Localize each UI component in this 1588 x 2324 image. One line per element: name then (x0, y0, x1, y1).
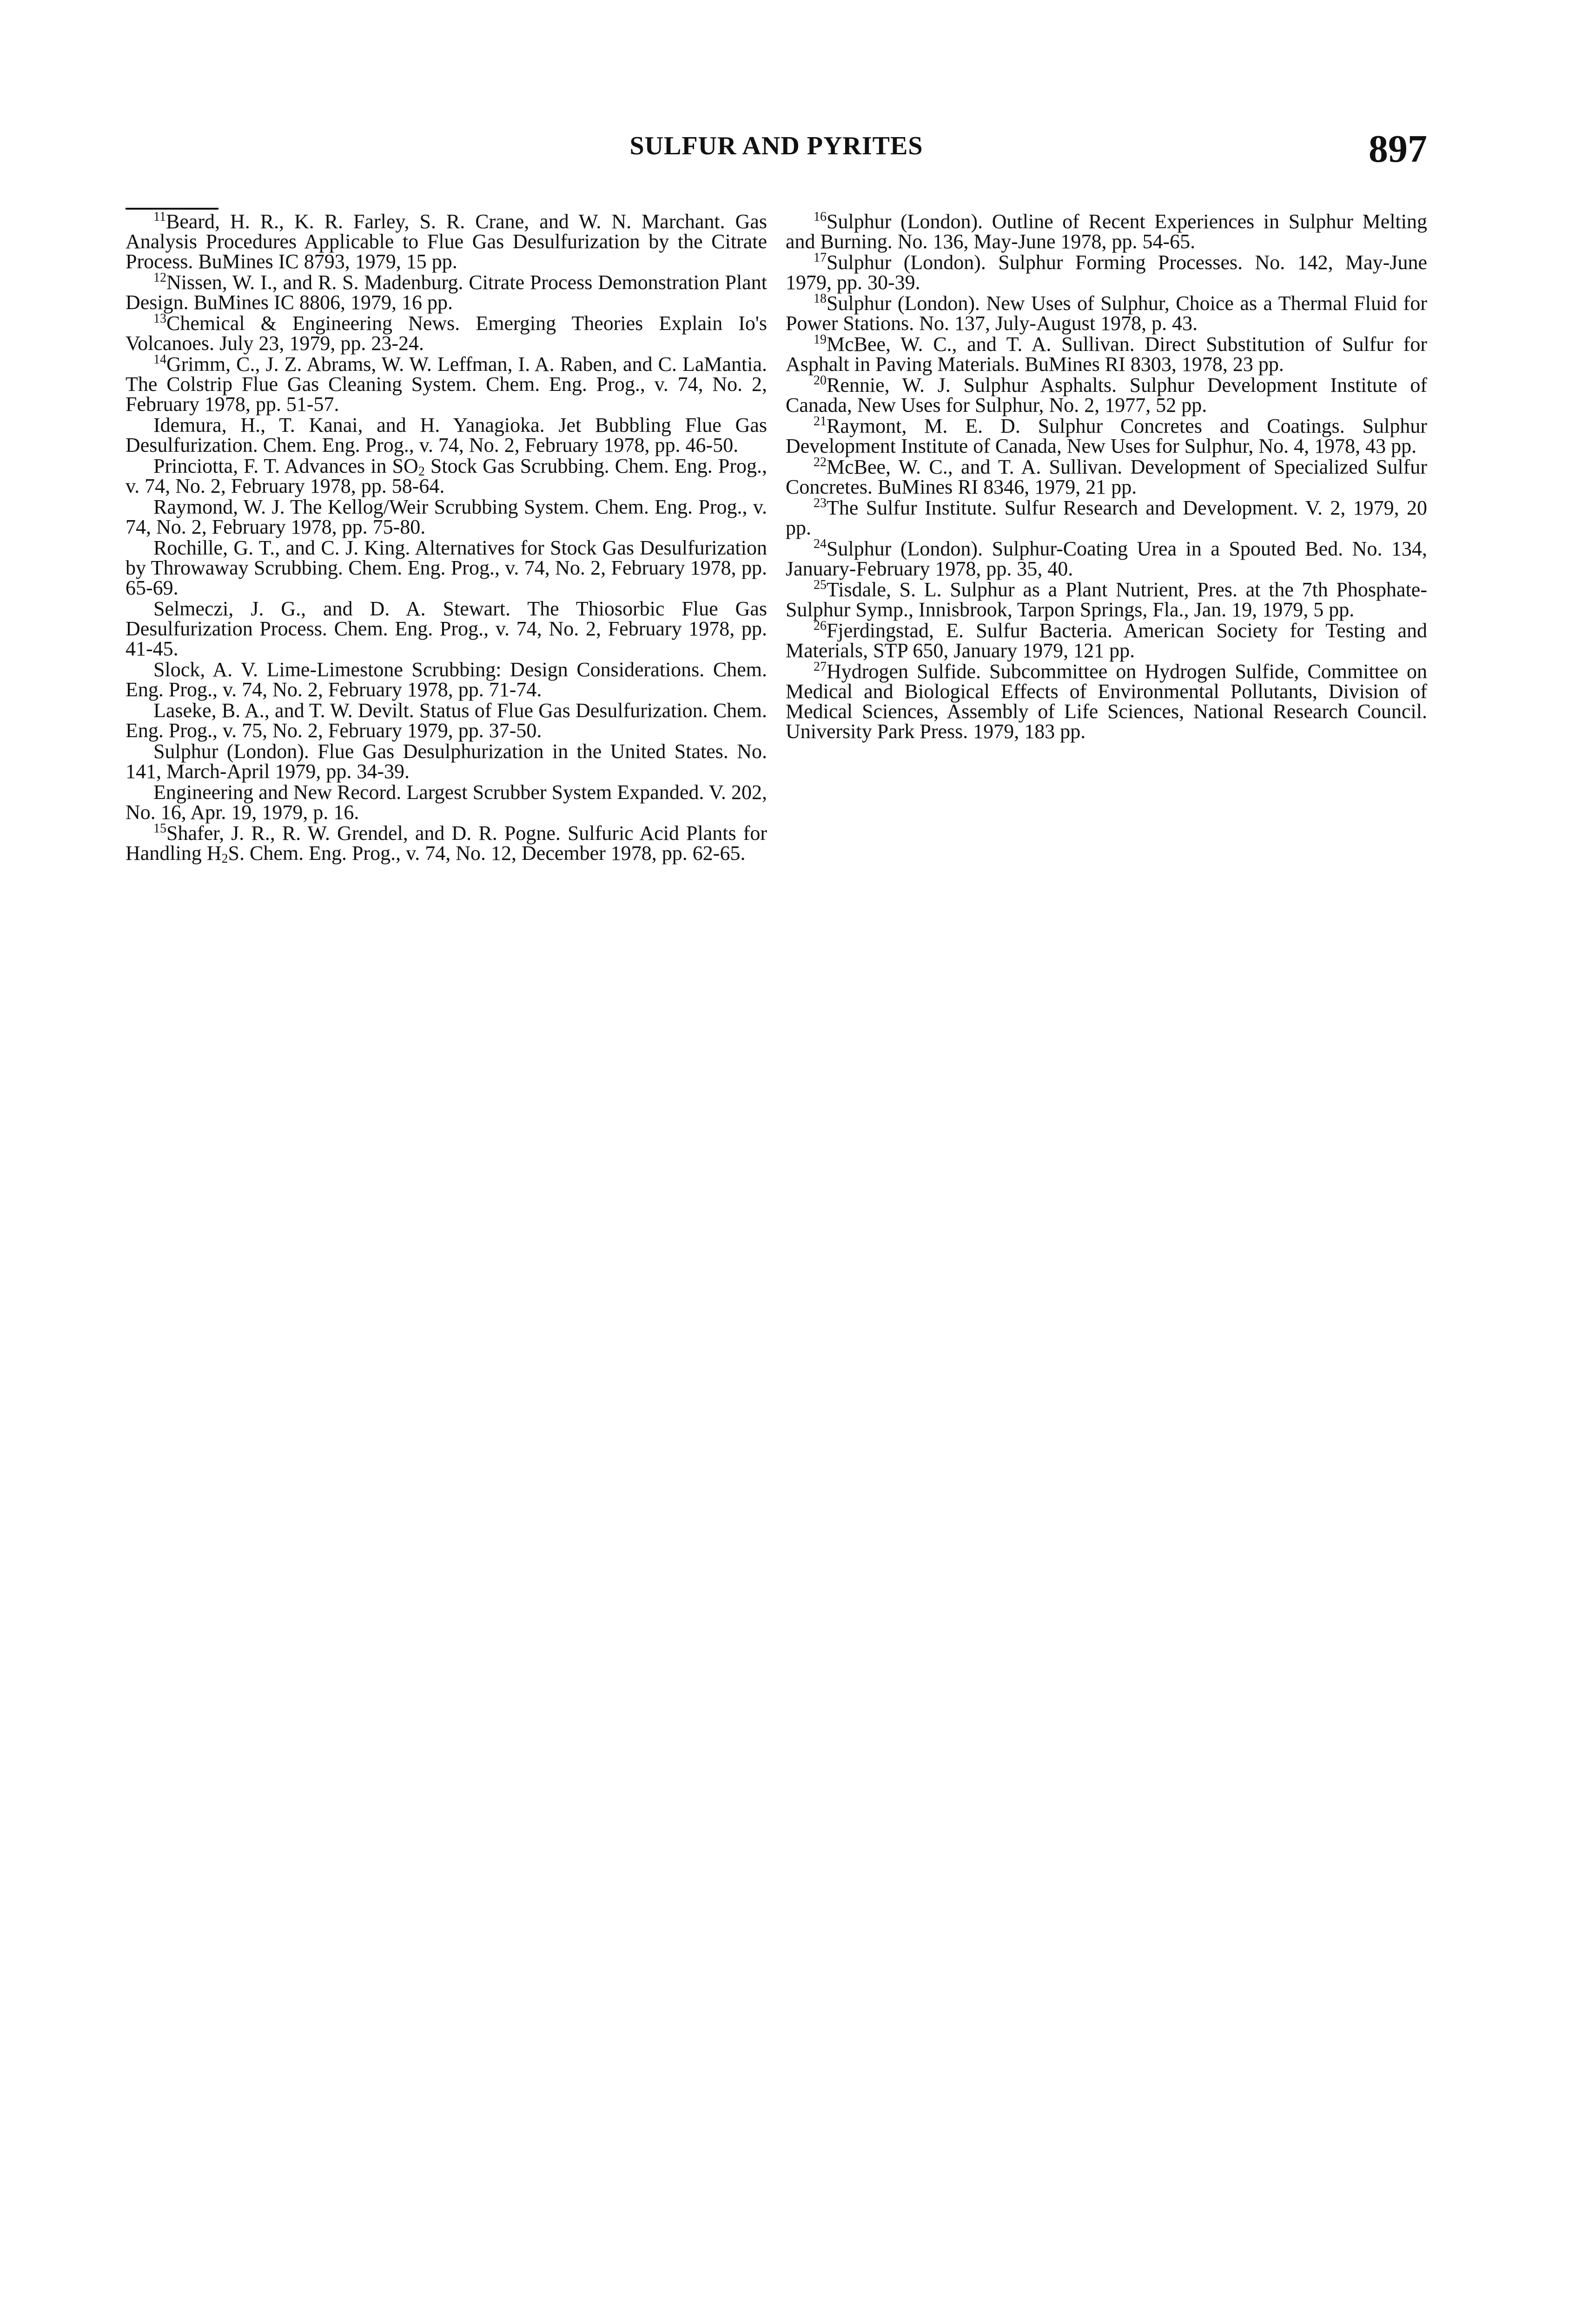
page-number: 897 (1369, 127, 1427, 171)
reference-27: $^{27}$Hydrogen Sulfide. Subcommittee on Hydrogen Sulfide, Committee on Medical and Biological Effects of Environmental Pollutants, Division of Medical Sciences, Assembly of Life Sciences, National Research Council. University Park Press. 1979, 183 pp. (786, 660, 1427, 743)
reference-19: $^{19}$McBee, W. C., and T. A. Sullivan. Direct Substitution of Sulfur for Asphalt in Paving Materials. BuMines RI 8303, 1978, 23 pp. (786, 332, 1427, 376)
reference-21: $^{21}$Raymont, M. E. D. Sulphur Concretes and Coatings. Sulphur Development Institute of Canada, New Uses for Sulphur, No. 4, 1978, 43 pp. (786, 414, 1427, 457)
reference-14-princiotta: Princiotta, F. T. Advances in $SO_2$ Stock Gas Scrubbing. Chem. Eng. Prog., v. 74, No. 2, February 1978, pp. 58-64. (126, 455, 767, 497)
reference-17: $^{17}$Sulphur (London). Sulphur Forming Processes. No. 142, May-June 1979, pp. 30-39. (786, 251, 1427, 294)
running-title: SULFUR AND PYRITES (629, 132, 923, 160)
reference-26: $^{26}$Fjerdingstad, E. Sulfur Bacteria. American Society for Testing and Materials, STP 650, January 1979, 121 pp. (786, 619, 1427, 662)
reference-14-laseke: Laseke, B. A., and T. W. Devilt. Status of Flue Gas Desulfurization. Chem. Eng. Prog., v. 75, No. 2, February 1979, pp. 37-50. (126, 699, 767, 742)
page-header (126, 126, 1427, 178)
reference-15: $^{15}$Shafer, J. R., R. W. Grendel, and D. R. Pogne. Sulfuric Acid Plants for Handling $H_2S$. Chem. Eng. Prog., v. 74, No. 12, December 1978, pp. 62-65. (126, 821, 767, 866)
reference-14-raymond: Raymond, W. J. The Kellog/Weir Scrubbing System. Chem. Eng. Prog., v. 74, No. 2, February 1978, pp. 75-80. (126, 495, 767, 538)
reference-14-engineering-news-record: Engineering and New Record. Largest Scrubber System Expanded. V. 202, No. 16, Apr. 19, 1979, p. 16. (126, 781, 767, 824)
reference-14-idemura: Idemura, H., T. Kanai, and H. Yanagioka. Jet Bubbling Flue Gas Desulfurization. Chem. Eng. Prog., v. 74, No. 2, February 1978, pp. 46-50. (126, 414, 767, 456)
reference-14-sulphur-london: Sulphur (London). Flue Gas Desulphurization in the United States. No. 141, March-April 1979, pp. 34-39. (126, 740, 767, 783)
references-left-column (126, 211, 767, 864)
references-right-column (786, 211, 1427, 742)
reference-18: $^{18}$Sulphur (London). New Uses of Sulphur, Choice as a Thermal Fluid for Power Stations. No. 137, July-August 1978, p. 43. (786, 291, 1427, 335)
footnote-rule (126, 208, 218, 210)
reference-11: $^{11}$Beard, H. R., K. R. Farley, S. R. Crane, and W. N. Marchant. Gas Analysis Procedures Applicable to Flue Gas Desulfurization by the Citrate Process. BuMines IC 8793, 1979, 15 pp. (126, 210, 767, 273)
reference-23: $^{23}$The Sulfur Institute. Sulfur Research and Development. V. 2, 1979, 20 pp. (786, 496, 1427, 539)
reference-25: $^{25}$Tisdale, S. L. Sulphur as a Plant Nutrient, Pres. at the 7th Phosphate-Sulphur Symp., Innisbrook, Tarpon Springs, Fla., Jan. 19, 1979, 5 pp. (786, 578, 1427, 621)
reference-22: $^{22}$McBee, W. C., and T. A. Sullivan. Development of Specialized Sulfur Concretes. BuMines RI 8346, 1979, 21 pp. (786, 455, 1427, 498)
reference-13: $^{13}$Chemical & Engineering News. Emerging Theories Explain Io's Volcanoes. July 23, 1979, pp. 23-24. (126, 311, 767, 355)
reference-14-rochille: Rochille, G. T., and C. J. King. Alternatives for Stock Gas Desulfurization by Throwaway Scrubbing. Chem. Eng. Prog., v. 74, No. 2, February 1978, pp. 65-69. (126, 536, 767, 599)
reference-14: $^{14}$Grimm, C., J. Z. Abrams, W. W. Leffman, I. A. Raben, and C. LaMantia. The Colstrip Flue Gas Cleaning System. Chem. Eng. Prog., v. 74, No. 2, February 1978, pp. 51-57. (126, 352, 767, 416)
reference-14-slock: Slock, A. V. Lime-Limestone Scrubbing: Design Considerations. Chem. Eng. Prog., v. 74, No. 2, February 1978, pp. 71-74. (126, 658, 767, 701)
reference-12: $^{12}$Nissen, W. I., and R. S. Madenburg. Citrate Process Demonstration Plant Design. BuMines IC 8806, 1979, 16 pp. (126, 271, 767, 314)
reference-20: $^{20}$Rennie, W. J. Sulphur Asphalts. Sulphur Development Institute of Canada, New Uses for Sulphur, No. 2, 1977, 52 pp. (786, 373, 1427, 416)
reference-16: $^{16}$Sulphur (London). Outline of Recent Experiences in Sulphur Melting and Burning. No. 136, May-June 1978, pp. 54-65. (786, 210, 1427, 253)
reference-24: $^{24}$Sulphur (London). Sulphur-Coating Urea in a Spouted Bed. No. 134, January-February 1978, pp. 35, 40. (786, 537, 1427, 580)
reference-14-selmeczi: Selmeczi, J. G., and D. A. Stewart. The Thiosorbic Flue Gas Desulfurization Process. Chem. Eng. Prog., v. 74, No. 2, February 1978, pp. 41-45. (126, 597, 767, 660)
